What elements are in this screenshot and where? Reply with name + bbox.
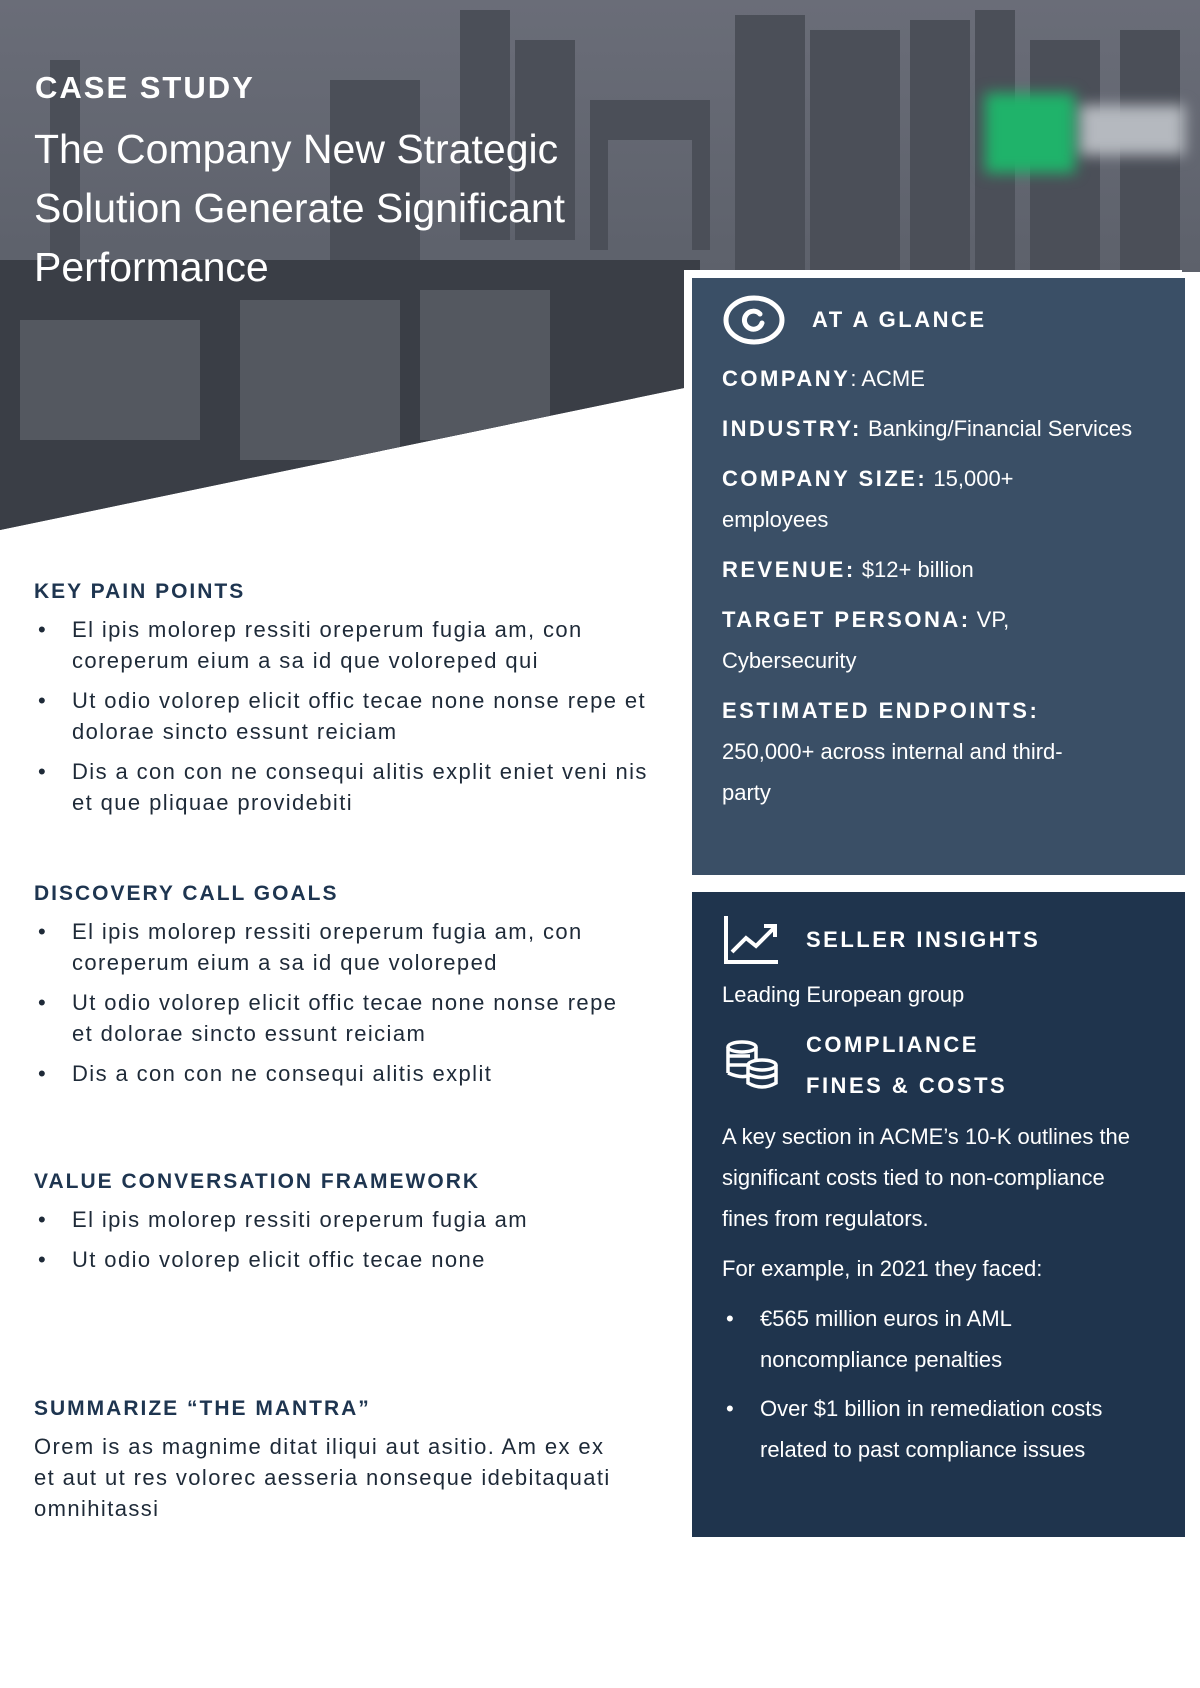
section-heading: KEY PAIN POINTS bbox=[34, 580, 246, 603]
list-item: • Ut odio volorep elicit offic tecae none nonse repe et dolorae sincto essunt reiciam bbox=[34, 987, 644, 1049]
panel-heading: SELLER INSIGHTS bbox=[806, 927, 1041, 952]
compliance-heading-line1: COMPLIANCE bbox=[806, 1032, 979, 1057]
section-heading: SUMMARIZE “THE MANTRA” bbox=[34, 1397, 371, 1420]
company-logo-blurred bbox=[985, 85, 1190, 177]
section-mantra bbox=[34, 1397, 624, 1524]
section-discovery-call-goals bbox=[34, 882, 644, 1098]
panel-heading: AT A GLANCE bbox=[812, 307, 987, 332]
section-heading: DISCOVERY CALL GOALS bbox=[34, 882, 339, 905]
list-item: • Ut odio volorep elicit offic tecae none nonse repe et dolorae sincto essunt reiciam bbox=[34, 685, 664, 747]
glance-row-persona: TARGET PERSONA: VP, Cybersecurity bbox=[722, 607, 1010, 673]
divider bbox=[684, 270, 1182, 278]
mantra-text: Orem is as magnime ditat iliqui aut asitio. Am ex ex et aut ut res volorec aesseria nonseque idebitaquati omnihitassi bbox=[34, 1434, 611, 1521]
list-item: • Dis a con con ne consequi alitis explit eniet veni nis et que pliquae providebiti bbox=[34, 756, 664, 818]
seller-insight-text: Leading European group bbox=[722, 982, 965, 1007]
list-item: • El ipis molorep ressiti oreperum fugia am, con coreperum eium a sa id que voloreped bbox=[34, 916, 644, 978]
list-item: • Dis a con con ne consequi alitis explit bbox=[34, 1058, 644, 1089]
coins-stack-icon bbox=[722, 1039, 780, 1091]
glance-row-endpoints: ESTIMATED ENDPOINTS: 250,000+ across internal and third-party bbox=[722, 698, 1063, 805]
page-title: The Company New Strategic Solution Generate Significant Performance bbox=[34, 126, 566, 290]
list-item: • Ut odio volorep elicit offic tecae none bbox=[34, 1244, 664, 1275]
glance-row-size: COMPANY SIZE: 15,000+ employees bbox=[722, 466, 1014, 532]
eye-icon bbox=[722, 294, 786, 346]
trend-chart-icon bbox=[722, 914, 780, 966]
glance-row-industry: INDUSTRY: Banking/Financial Services bbox=[722, 416, 1133, 441]
section-key-pain-points bbox=[34, 580, 664, 827]
list-item: • El ipis molorep ressiti oreperum fugia am, con coreperum eium a sa id que voloreped qui bbox=[34, 614, 664, 676]
eyebrow-label: CASE STUDY bbox=[35, 70, 255, 105]
section-heading: VALUE CONVERSATION FRAMEWORK bbox=[34, 1170, 481, 1193]
compliance-heading-line2: FINES & COSTS bbox=[806, 1073, 1008, 1098]
list-item: • Over $1 billion in remediation costs related to past compliance issues bbox=[722, 1388, 1155, 1470]
section-value-framework bbox=[34, 1170, 664, 1284]
list-item: • El ipis molorep ressiti oreperum fugia am bbox=[34, 1204, 664, 1235]
list-item: • €565 million euros in AML noncompliance penalties bbox=[722, 1298, 1082, 1380]
glance-row-revenue: REVENUE: $12+ billion bbox=[722, 557, 974, 582]
seller-insights-panel bbox=[692, 892, 1185, 1537]
compliance-paragraph: A key section in ACME’s 10-K outlines the significant costs tied to non-compliance fines from regulators. bbox=[722, 1124, 1131, 1231]
at-a-glance-panel bbox=[692, 278, 1185, 875]
glance-row-company: COMPANY: ACME bbox=[722, 366, 925, 391]
compliance-example-intro: For example, in 2021 they faced: bbox=[722, 1256, 1043, 1281]
